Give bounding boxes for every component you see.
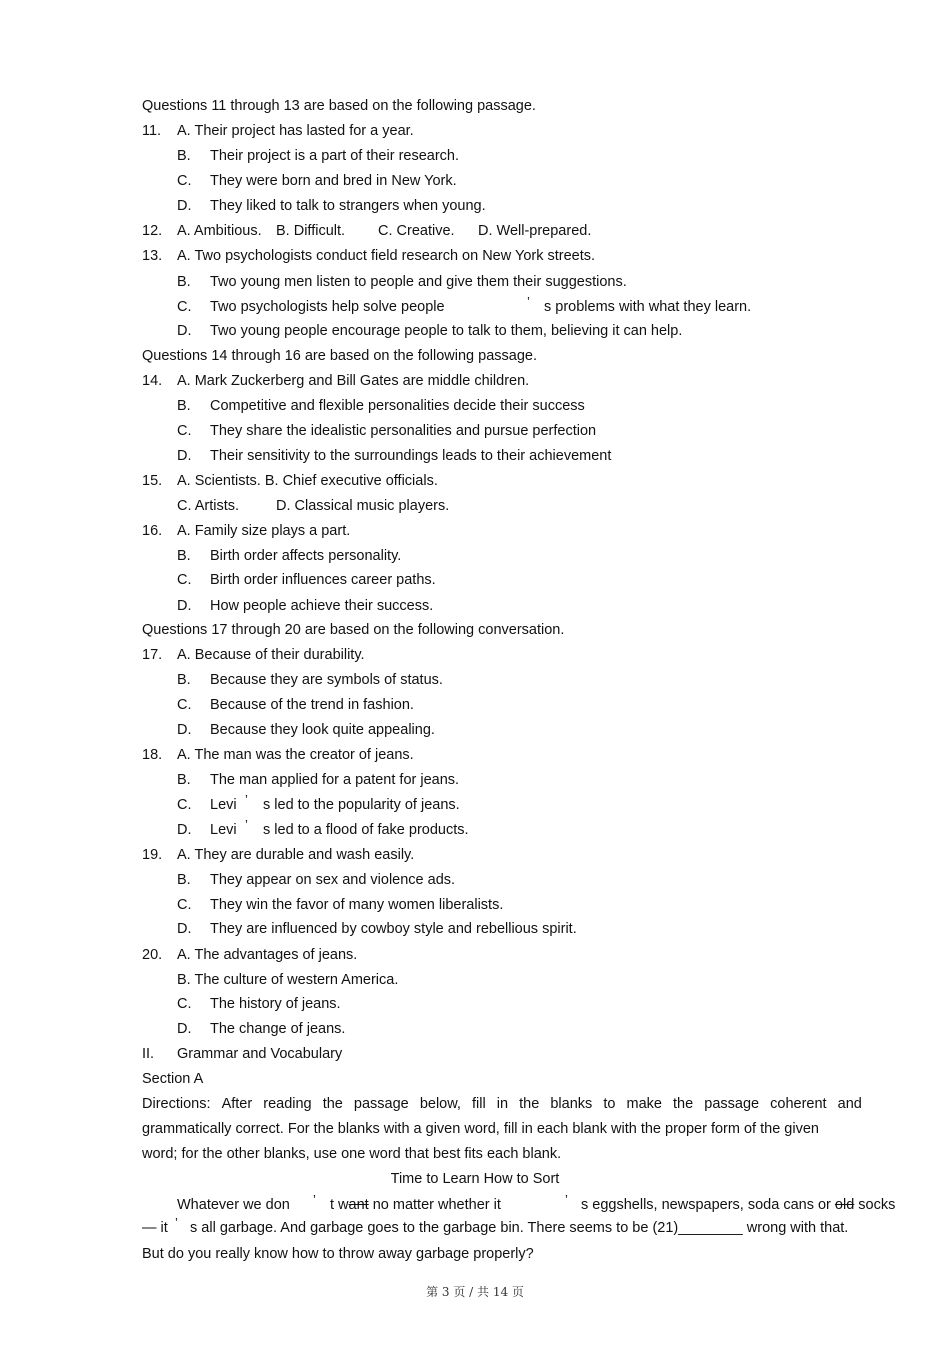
directions-word: Directions: bbox=[142, 1096, 211, 1112]
apostrophe: ’ bbox=[313, 1192, 316, 1207]
question-number-13: 13. bbox=[142, 248, 163, 264]
page-footer: 第 3 页 / 共 14 页 bbox=[426, 1285, 524, 1299]
q13-option-c-part2: s problems with what they learn. bbox=[544, 299, 752, 315]
q18-letter-c: C. bbox=[177, 797, 192, 813]
q16-letter-c: C. bbox=[177, 572, 192, 588]
q19-option-c: They win the favor of many women liberalists. bbox=[210, 897, 504, 913]
q14-letter-b: B. bbox=[177, 398, 191, 414]
q13-option-b: Two young men listen to people and give them their suggestions. bbox=[210, 274, 627, 290]
q17-option-d: Because they look quite appealing. bbox=[210, 722, 435, 738]
passage-line1-part-d: no matter whether it bbox=[368, 1197, 501, 1213]
q18-option-d-part2: s led to a flood of fake products. bbox=[263, 822, 469, 838]
directions-word: make bbox=[626, 1096, 662, 1112]
q17-option-c: Because of the trend in fashion. bbox=[210, 697, 414, 713]
q18-option-c-part1: Levi bbox=[210, 797, 237, 813]
directions-line-3: word; for the other blanks, use one word that best fits each blank. bbox=[142, 1146, 562, 1162]
passage-line1-part-b: t w bbox=[330, 1197, 349, 1213]
q17-option-b: Because they are symbols of status. bbox=[210, 672, 443, 688]
directions-word: passage bbox=[353, 1096, 409, 1112]
q18-option-a: A. The man was the creator of jeans. bbox=[177, 747, 414, 763]
q11-letter-c: C. bbox=[177, 173, 192, 189]
q11-option-c: They were born and bred in New York. bbox=[210, 173, 457, 189]
q19-option-d: They are influenced by cowboy style and rebellious spirit. bbox=[210, 921, 577, 937]
q18-letter-d: D. bbox=[177, 822, 192, 838]
q16-option-a: A. Family size plays a part. bbox=[177, 523, 351, 539]
q20-option-d: The change of jeans. bbox=[210, 1021, 346, 1037]
directions-word: blanks bbox=[550, 1096, 593, 1112]
passage-line1-part-e: s eggshells, newspapers, soda cans or bbox=[581, 1197, 835, 1213]
directions-word: in bbox=[496, 1096, 509, 1112]
q18-option-d-part1: Levi bbox=[210, 822, 237, 838]
q13-option-d: Two young people encourage people to talk to them, believing it can help. bbox=[210, 323, 683, 339]
directions-word: the bbox=[673, 1096, 694, 1112]
q17-letter-c: C. bbox=[177, 697, 192, 713]
passage-line2-part-a: — it bbox=[142, 1220, 168, 1236]
question-number-16: 16. bbox=[142, 523, 163, 539]
q19-letter-d: D. bbox=[177, 921, 192, 937]
directions-word: and bbox=[837, 1096, 862, 1112]
directions-word: the bbox=[519, 1096, 540, 1112]
directions-word: to bbox=[603, 1096, 616, 1112]
q19-letter-c: C. bbox=[177, 897, 192, 913]
question-number-14: 14. bbox=[142, 373, 163, 389]
section-intro-14-16: Questions 14 through 16 are based on the following passage. bbox=[142, 348, 537, 364]
section-subtitle: Section A bbox=[142, 1071, 204, 1087]
q14-letter-c: C. bbox=[177, 423, 192, 439]
q18-option-b: The man applied for a patent for jeans. bbox=[210, 772, 460, 788]
q18-option-c-part2: s led to the popularity of jeans. bbox=[263, 797, 460, 813]
directions-word: fill bbox=[472, 1096, 486, 1112]
q19-letter-b: B. bbox=[177, 872, 191, 888]
section-title: Grammar and Vocabulary bbox=[177, 1046, 343, 1062]
q11-option-b: Their project is a part of their research. bbox=[210, 148, 460, 164]
question-number-18: 18. bbox=[142, 747, 163, 763]
q13-option-c-part1: Two psychologists help solve people bbox=[210, 299, 445, 315]
q20-option-a: A. The advantages of jeans. bbox=[177, 947, 358, 963]
q17-letter-d: D. bbox=[177, 722, 192, 738]
q14-option-c: They share the idealistic personalities and pursue perfection bbox=[210, 423, 597, 439]
section-roman-numeral: II. bbox=[142, 1046, 155, 1062]
q20-letter-d: D. bbox=[177, 1021, 192, 1037]
passage-title: Time to Learn How to Sort bbox=[390, 1171, 560, 1187]
q14-option-a: A. Mark Zuckerberg and Bill Gates are middle children. bbox=[177, 373, 530, 389]
section-intro-11-13: Questions 11 through 13 are based on the following passage. bbox=[142, 98, 536, 114]
q12-option-b: B. Difficult. bbox=[276, 223, 346, 239]
question-number-19: 19. bbox=[142, 847, 163, 863]
q16-letter-b: B. bbox=[177, 548, 191, 564]
q17-letter-b: B. bbox=[177, 672, 191, 688]
struck-text: old bbox=[834, 1197, 855, 1213]
apostrophe: ’ bbox=[175, 1215, 178, 1230]
passage-line1-segment-2 bbox=[581, 1196, 895, 1214]
section-intro-17-20: Questions 17 through 20 are based on the following conversation. bbox=[142, 622, 565, 638]
question-number-12: 12. bbox=[142, 223, 163, 239]
q20-option-b: B. The culture of western America. bbox=[177, 972, 399, 988]
q16-option-d: How people achieve their success. bbox=[210, 598, 434, 614]
q12-option-a: A. Ambitious. bbox=[177, 223, 262, 239]
q19-option-b: They appear on sex and violence ads. bbox=[210, 872, 456, 888]
q12-option-c: C. Creative. bbox=[378, 223, 455, 239]
q15-option-c: C. Artists. bbox=[177, 498, 240, 514]
question-number-11: 11. bbox=[142, 123, 162, 139]
q11-option-a: A. Their project has lasted for a year. bbox=[177, 123, 414, 139]
q18-letter-b: B. bbox=[177, 772, 191, 788]
directions-line-2: grammatically correct. For the blanks with a given word, fill in each blank with the proper form of the given bbox=[142, 1121, 819, 1137]
apostrophe: ’ bbox=[527, 294, 530, 309]
directions-word: the bbox=[322, 1096, 343, 1112]
q13-option-a: A. Two psychologists conduct field research on New York streets. bbox=[177, 248, 596, 264]
question-number-17: 17. bbox=[142, 647, 163, 663]
q15-option-d: D. Classical music players. bbox=[276, 498, 450, 514]
directions-word: coherent bbox=[770, 1096, 827, 1112]
passage-line1-part-a: Whatever we don bbox=[177, 1197, 290, 1213]
passage-line2-part-b: s all garbage. And garbage goes to the garbage bin. There seems to be (21)________ wrong with that. bbox=[190, 1220, 849, 1236]
q14-option-d: Their sensitivity to the surroundings leads to their achievement bbox=[210, 448, 612, 464]
apostrophe: ’ bbox=[565, 1192, 568, 1207]
passage-line1-segment bbox=[330, 1196, 501, 1214]
apostrophe: ’ bbox=[245, 792, 248, 807]
directions-word: reading bbox=[263, 1096, 312, 1112]
directions-word: passage bbox=[704, 1096, 760, 1112]
q20-option-c: The history of jeans. bbox=[210, 996, 341, 1012]
question-number-20: 20. bbox=[142, 947, 163, 963]
passage-line1-part-g: socks bbox=[854, 1197, 896, 1213]
q14-option-b: Competitive and flexible personalities decide their success bbox=[210, 398, 585, 414]
q13-letter-d: D. bbox=[177, 323, 192, 339]
directions-word: below, bbox=[419, 1096, 461, 1112]
directions-word: After bbox=[221, 1096, 253, 1112]
q11-letter-b: B. bbox=[177, 148, 191, 164]
q20-letter-c: C. bbox=[177, 996, 192, 1012]
directions-line-1 bbox=[142, 1095, 862, 1113]
q15-option-ab: A. Scientists. B. Chief executive officials. bbox=[177, 473, 438, 489]
struck-text: ant bbox=[348, 1197, 369, 1213]
q16-letter-d: D. bbox=[177, 598, 192, 614]
q11-option-d: They liked to talk to strangers when young. bbox=[210, 198, 486, 214]
q16-option-c: Birth order influences career paths. bbox=[210, 572, 436, 588]
q12-option-d: D. Well-prepared. bbox=[478, 223, 592, 239]
q19-option-a: A. They are durable and wash easily. bbox=[177, 847, 415, 863]
q13-letter-b: B. bbox=[177, 274, 191, 290]
q16-option-b: Birth order affects personality. bbox=[210, 548, 402, 564]
q17-option-a: A. Because of their durability. bbox=[177, 647, 365, 663]
apostrophe: ’ bbox=[245, 817, 248, 832]
q14-letter-d: D. bbox=[177, 448, 192, 464]
passage-line3: But do you really know how to throw away garbage properly? bbox=[142, 1246, 534, 1262]
question-number-15: 15. bbox=[142, 473, 163, 489]
q11-letter-d: D. bbox=[177, 198, 192, 214]
q13-letter-c: C. bbox=[177, 299, 192, 315]
